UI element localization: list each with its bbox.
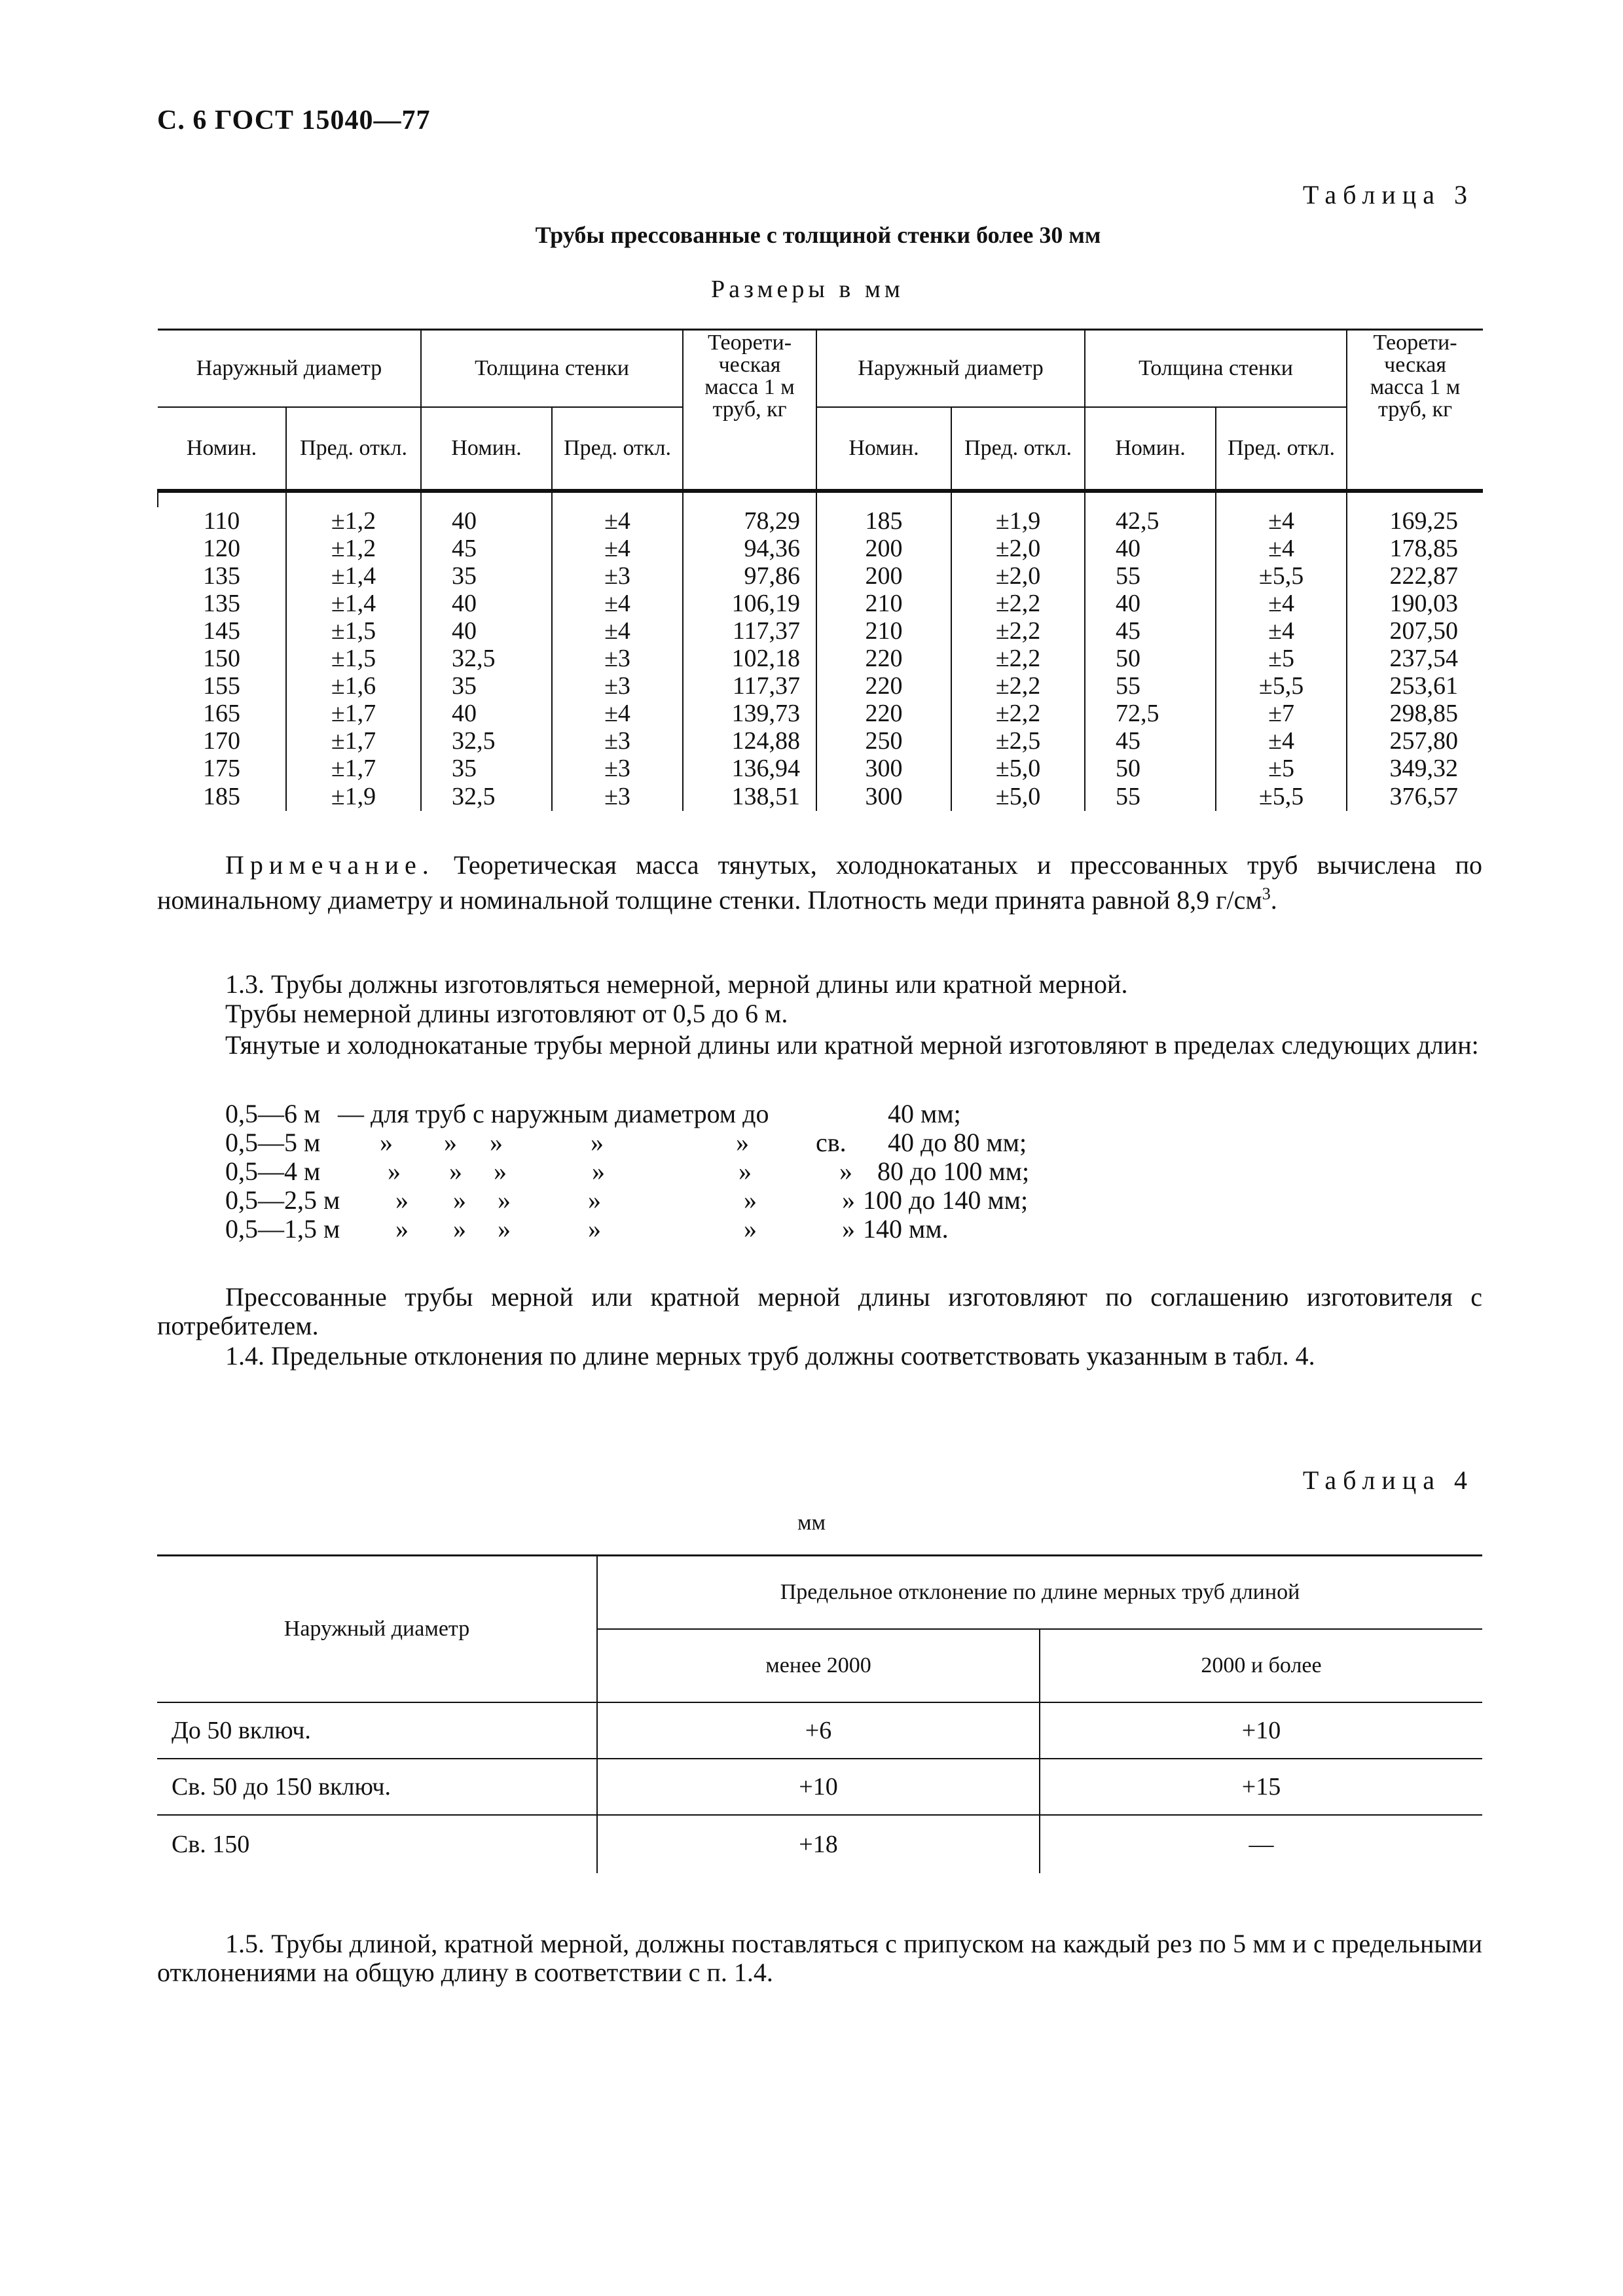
t3-cell: ±3 — [552, 755, 683, 782]
t3-subheader-tolerance: Пред. откл. — [1216, 407, 1347, 491]
t4-value-cell: +6 — [597, 1702, 1040, 1759]
ditto-mark: » — [453, 1214, 466, 1244]
length-dia: 100 до 140 мм; — [863, 1185, 1029, 1215]
length-prefix: » — [842, 1185, 855, 1215]
t3-cell: ±5,5 — [1216, 782, 1347, 811]
t3-cell: ±2,2 — [951, 700, 1085, 727]
t3-cell: ±1,6 — [286, 672, 421, 700]
t3-cell: ±1,2 — [286, 535, 421, 562]
t3-cell: ±7 — [1216, 700, 1347, 727]
length-text: — для труб с наружным диаметром до — [338, 1099, 769, 1128]
t4-subheader-2000-plus: 2000 и более — [1040, 1629, 1482, 1702]
t4-subheader-less-2000: менее 2000 — [597, 1629, 1040, 1702]
t3-cell: ±1,4 — [286, 590, 421, 617]
ditto-mark: » — [395, 1185, 409, 1215]
t3-cell: 110 — [203, 507, 240, 535]
t3-cell: 55 — [1085, 782, 1216, 811]
note-superscript: 3 — [1262, 884, 1271, 903]
section-1-5: 1.5. Трубы длиной, кратной мерной, должны поставляться с припуском на каждый рез по 5 мм и с предельными отклонениями на общую длину в соответствии с п. 1.4. — [157, 1929, 1482, 1987]
section-1-3-p1: 1.3. Трубы должны изготовляться немерной, мерной длины или кратной мерной. — [225, 969, 1128, 999]
length-range: 0,5—5 м — [225, 1128, 321, 1157]
ditto-mark: » — [380, 1128, 393, 1157]
t3-cell: 50 — [1085, 645, 1216, 672]
t3-cell: ±1,5 — [286, 645, 421, 672]
ditto-mark: » — [449, 1157, 462, 1186]
note-end: . — [1270, 885, 1277, 915]
table-row — [157, 1759, 1482, 1815]
t3-cell: 300 — [816, 755, 951, 782]
table3-body — [158, 507, 1483, 811]
table-row — [157, 1815, 1482, 1873]
t3-cell: ±5,0 — [951, 755, 1085, 782]
ditto-mark: » — [744, 1214, 757, 1244]
section-1-3-p2: Трубы немерной длины изготовляют от 0,5 до 6 м. — [225, 999, 788, 1028]
t3-cell: ±2,2 — [951, 617, 1085, 645]
t3-cell: 139,73 — [683, 700, 816, 727]
t3-cell: 210 — [816, 590, 951, 617]
ditto-mark: » — [444, 1128, 457, 1157]
t3-cell: 117,37 — [683, 617, 816, 645]
ditto-mark: » — [739, 1157, 752, 1186]
ditto-mark: » — [588, 1185, 601, 1215]
table-row — [158, 507, 1483, 535]
t3-header-mass-1: Теорети- ческая масса 1 м труб, кг — [683, 330, 816, 492]
t3-cell: ±3 — [552, 562, 683, 590]
t4-diameter-cell: Св. 50 до 150 включ. — [157, 1759, 597, 1815]
t3-cell: 175 — [203, 755, 240, 782]
t3-cell: 32,5 — [421, 645, 552, 672]
t3-cell: 78,29 — [683, 507, 816, 535]
t3-cell: 220 — [816, 672, 951, 700]
length-dia: 140 мм. — [863, 1214, 949, 1244]
t3-cell: ±5 — [1216, 645, 1347, 672]
length-prefix: » — [842, 1214, 855, 1244]
t3-cell: ±4 — [552, 507, 683, 535]
t3-cell: 298,85 — [1347, 700, 1483, 727]
length-list — [0, 1100, 1623, 1257]
table-row — [158, 590, 1483, 617]
t3-cell: 145 — [203, 617, 240, 645]
t3-cell: 169,25 — [1347, 507, 1483, 535]
length-dia: 40 до 80 мм; — [888, 1128, 1027, 1157]
ditto-mark: » — [592, 1157, 605, 1186]
t4-diameter-cell: Св. 150 — [157, 1815, 597, 1873]
t3-cell: 40 — [421, 507, 552, 535]
table-row — [158, 617, 1483, 645]
t3-cell: ±3 — [552, 672, 683, 700]
t3-cell: 300 — [816, 782, 951, 811]
t3-cell: ±5,5 — [1216, 562, 1347, 590]
t3-cell: 222,87 — [1347, 562, 1483, 590]
t3-cell: 220 — [816, 700, 951, 727]
section-1-3-p3: Тянутые и холоднокатаные трубы мерной длины или кратной мерной изготовляют в пределах следующих длин: — [225, 1030, 1479, 1060]
t3-cell: 106,19 — [683, 590, 816, 617]
t3-cell: ±2,2 — [951, 590, 1085, 617]
t3-cell: ±4 — [1216, 617, 1347, 645]
table3 — [157, 329, 1483, 811]
t3-cell: ±5 — [1216, 755, 1347, 782]
t3-cell: ±4 — [552, 590, 683, 617]
t4-diameter-cell: До 50 включ. — [157, 1702, 597, 1759]
t3-header-wall-thickness-2: Толщина стенки — [1085, 330, 1347, 408]
t3-subheader-tolerance: Пред. откл. — [286, 407, 421, 491]
t3-cell: 102,18 — [683, 645, 816, 672]
t3-cell: 55 — [1085, 562, 1216, 590]
t3-cell: ±1,9 — [951, 507, 1085, 535]
t3-cell: ±4 — [552, 700, 683, 727]
t3-cell: 124,88 — [683, 727, 816, 755]
length-prefix: св. — [816, 1128, 847, 1157]
table3-title: Трубы прессованные с толщиной стенки более 30 мм — [535, 222, 1101, 248]
t3-cell: ±2,0 — [951, 562, 1085, 590]
t3-cell: 200 — [816, 535, 951, 562]
length-dia: 80 до 100 мм; — [877, 1157, 1030, 1186]
t3-cell: 178,85 — [1347, 535, 1483, 562]
t3-cell: 207,50 — [1347, 617, 1483, 645]
t3-cell: ±3 — [552, 645, 683, 672]
section-1-3-p4: Прессованные трубы мерной или кратной мерной длины изготовляют по соглашению изготовителя с потребителем. — [157, 1282, 1482, 1340]
table-row — [158, 562, 1483, 590]
table-row — [157, 1702, 1482, 1759]
page-header: С. 6 ГОСТ 15040—77 — [157, 105, 431, 135]
ditto-mark: » — [591, 1128, 604, 1157]
section-1-4: 1.4. Предельные отклонения по длине мерных труб должны соответствовать указанным в табл. 4. — [225, 1341, 1315, 1371]
table4-label: Таблица 4 — [1302, 1465, 1474, 1495]
t3-cell: 253,61 — [1347, 672, 1483, 700]
length-dia: 40 мм; — [888, 1099, 961, 1128]
t3-cell: ±1,2 — [286, 507, 421, 535]
t3-cell: 136,94 — [683, 755, 816, 782]
ditto-mark: » — [498, 1185, 511, 1215]
t3-cell: ±1,4 — [286, 562, 421, 590]
length-range: 0,5—4 м — [225, 1157, 321, 1186]
t3-subheader-nominal: Номин. — [158, 407, 286, 491]
ditto-mark: » — [736, 1128, 749, 1157]
t3-cell: ±5,0 — [951, 782, 1085, 811]
t3-cell: 155 — [203, 672, 240, 700]
t3-cell: ±5,5 — [1216, 672, 1347, 700]
t3-cell: 138,51 — [683, 782, 816, 811]
t4-value-cell: +10 — [1040, 1702, 1482, 1759]
t3-subheader-tolerance: Пред. откл. — [951, 407, 1085, 491]
t3-cell: 250 — [816, 727, 951, 755]
t3-cell: ±3 — [552, 727, 683, 755]
t3-cell: ±1,7 — [286, 755, 421, 782]
t3-cell: 35 — [421, 672, 552, 700]
t3-cell: 45 — [1085, 617, 1216, 645]
t3-cell: ±2,0 — [951, 535, 1085, 562]
t3-cell: ±4 — [552, 617, 683, 645]
ditto-mark: » — [453, 1185, 466, 1215]
t3-cell: 94,36 — [683, 535, 816, 562]
t4-header-group: Предельное отклонение по длине мерных труб длиной — [597, 1556, 1482, 1630]
t3-header-wall-thickness-1: Толщина стенки — [421, 330, 683, 408]
table-row — [158, 672, 1483, 700]
t3-cell: 220 — [816, 645, 951, 672]
t3-cell: ±4 — [552, 535, 683, 562]
t3-cell: 42,5 — [1085, 507, 1216, 535]
t3-cell: 40 — [421, 700, 552, 727]
ditto-mark: » — [744, 1185, 757, 1215]
table3-note — [157, 851, 1482, 914]
table3-label: Таблица 3 — [1302, 180, 1474, 209]
table-row — [158, 755, 1483, 782]
t4-value-cell: +10 — [597, 1759, 1040, 1815]
t3-cell: ±4 — [1216, 507, 1347, 535]
table3-units: Размеры в мм — [711, 276, 904, 303]
t4-value-cell: — — [1040, 1815, 1482, 1873]
ditto-mark: » — [588, 1214, 601, 1244]
table-row — [158, 700, 1483, 727]
t4-header-outer-diameter: Наружный диаметр — [157, 1556, 597, 1703]
table-row — [158, 535, 1483, 562]
t3-cell: 35 — [421, 755, 552, 782]
t3-cell: ±2,2 — [951, 672, 1085, 700]
t3-cell: 200 — [816, 562, 951, 590]
table4 — [157, 1554, 1482, 1873]
t3-cell: 210 — [816, 617, 951, 645]
t3-cell: ±1,7 — [286, 727, 421, 755]
t3-cell: 32,5 — [421, 782, 552, 811]
length-range: 0,5—2,5 м — [225, 1185, 340, 1215]
t3-cell: 97,86 — [683, 562, 816, 590]
t3-cell: 117,37 — [683, 672, 816, 700]
t3-cell: 45 — [1085, 727, 1216, 755]
table-row — [158, 782, 1483, 811]
t3-cell: 190,03 — [1347, 590, 1483, 617]
t3-cell: 55 — [1085, 672, 1216, 700]
ditto-mark: » — [395, 1214, 409, 1244]
t3-header-outer-diameter-2: Наружный диаметр — [816, 330, 1085, 408]
length-range: 0,5—1,5 м — [225, 1214, 340, 1244]
t3-cell: 40 — [1085, 535, 1216, 562]
t3-cell: ±1,7 — [286, 700, 421, 727]
t3-cell: 40 — [1085, 590, 1216, 617]
t3-subheader-nominal: Номин. — [421, 407, 552, 491]
t3-cell: 185 — [816, 507, 951, 535]
ditto-mark: » — [490, 1128, 503, 1157]
t4-value-cell: +15 — [1040, 1759, 1482, 1815]
length-range: 0,5—6 м — [225, 1099, 321, 1128]
t3-cell: ±2,5 — [951, 727, 1085, 755]
t3-cell: 72,5 — [1085, 700, 1216, 727]
t3-cell: ±4 — [1216, 590, 1347, 617]
ditto-mark: » — [494, 1157, 507, 1186]
t4-value-cell: +18 — [597, 1815, 1040, 1873]
t3-cell: 40 — [421, 617, 552, 645]
note-text: Теоретическая масса тянутых, холоднокатаных и прессованных труб вычислена по номинальному диаметру и номинальной толщине стенки. Плотность меди принята равной 8,9 г/см — [157, 850, 1482, 915]
t3-cell: ±2,2 — [951, 645, 1085, 672]
ditto-mark: » — [388, 1157, 401, 1186]
t3-cell: 165 — [203, 700, 240, 727]
t3-header-outer-diameter-1: Наружный диаметр — [158, 330, 421, 408]
t3-cell: 32,5 — [421, 727, 552, 755]
t3-cell: ±3 — [552, 782, 683, 811]
ditto-mark: » — [498, 1214, 511, 1244]
t3-cell: 150 — [203, 645, 240, 672]
length-prefix: » — [839, 1157, 852, 1186]
table4-units: мм — [797, 1511, 826, 1535]
table-row — [158, 727, 1483, 755]
note-label: Примечание. — [225, 850, 435, 880]
t3-cell: 135 — [203, 562, 240, 590]
t3-cell: ±1,9 — [286, 782, 421, 811]
t3-cell: 35 — [421, 562, 552, 590]
t3-cell: ±4 — [1216, 727, 1347, 755]
t3-cell: 257,80 — [1347, 727, 1483, 755]
t3-subheader-tolerance: Пред. откл. — [552, 407, 683, 491]
t3-cell: ±4 — [1216, 535, 1347, 562]
t3-cell: 120 — [203, 535, 240, 562]
t3-cell: 349,32 — [1347, 755, 1483, 782]
t3-cell: 376,57 — [1347, 782, 1483, 811]
t3-cell: 45 — [421, 535, 552, 562]
t3-cell: 185 — [203, 783, 240, 810]
table-row — [158, 645, 1483, 672]
t3-cell: ±1,5 — [286, 617, 421, 645]
t3-cell: 237,54 — [1347, 645, 1483, 672]
t3-cell: 50 — [1085, 755, 1216, 782]
t3-subheader-nominal: Номин. — [816, 407, 951, 491]
t3-cell: 40 — [421, 590, 552, 617]
t3-cell: 135 — [203, 590, 240, 617]
t3-subheader-nominal: Номин. — [1085, 407, 1216, 491]
t3-cell: 170 — [203, 727, 240, 755]
t3-header-mass-2: Теорети- ческая масса 1 м труб, кг — [1347, 330, 1483, 492]
